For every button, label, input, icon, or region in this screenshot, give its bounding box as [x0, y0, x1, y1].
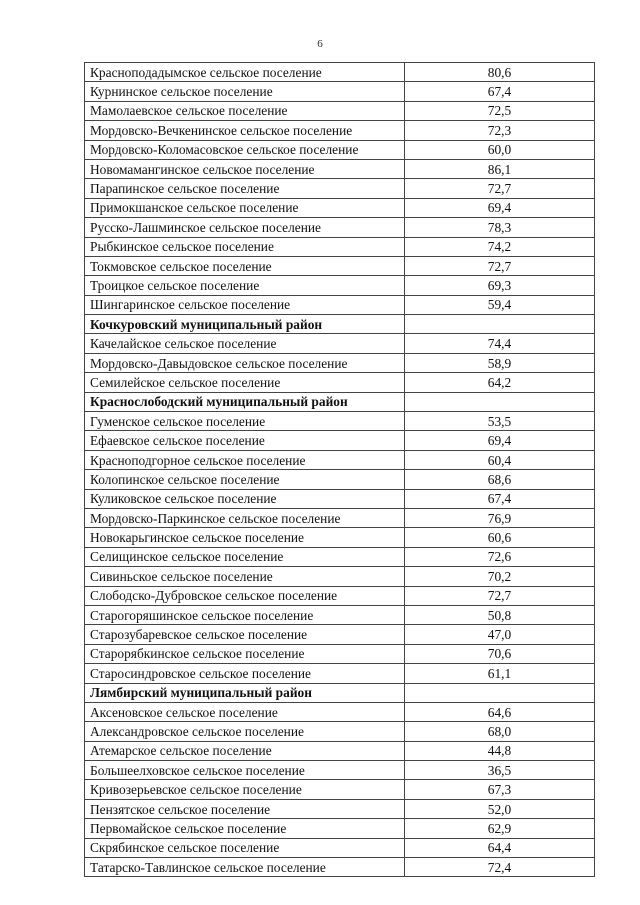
district-name-cell: Лямбирский муниципальный район [85, 683, 405, 702]
table-row [85, 547, 595, 566]
value-cell: 64,6 [405, 702, 595, 721]
settlement-name-cell: Атемарское сельское поселение [85, 741, 405, 760]
settlement-name-cell: Троицкое сельское поселение [85, 276, 405, 295]
settlement-name-cell: Семилейское сельское поселение [85, 373, 405, 392]
value-cell: 76,9 [405, 508, 595, 527]
table-row [85, 431, 595, 450]
value-cell: 60,4 [405, 450, 595, 469]
table-row [85, 82, 595, 101]
value-cell: 68,0 [405, 722, 595, 741]
table-row [85, 605, 595, 624]
value-cell: 50,8 [405, 605, 595, 624]
table-row [85, 567, 595, 586]
table-row [85, 373, 595, 392]
value-cell: 60,6 [405, 528, 595, 547]
settlement-name-cell: Колопинское сельское поселение [85, 470, 405, 489]
settlement-name-cell: Мордовско-Давыдовское сельское поселение [85, 353, 405, 372]
value-cell: 64,4 [405, 838, 595, 857]
table-row [85, 237, 595, 256]
district-name-cell: Краснослободский муниципальный район [85, 392, 405, 411]
settlement-name-cell: Красноподгорное сельское поселение [85, 450, 405, 469]
settlement-name-cell: Гуменское сельское поселение [85, 412, 405, 431]
value-cell: 67,4 [405, 82, 595, 101]
settlement-name-cell: Ефаевское сельское поселение [85, 431, 405, 450]
settlement-name-cell: Курнинское сельское поселение [85, 82, 405, 101]
settlement-name-cell: Селищинское сельское поселение [85, 547, 405, 566]
table-row [85, 722, 595, 741]
settlement-name-cell: Татарско-Тавлинское сельское поселение [85, 858, 405, 877]
settlement-name-cell: Старосиндровское сельское поселение [85, 664, 405, 683]
table-row [85, 625, 595, 644]
table-row [85, 586, 595, 605]
district-heading-row [85, 392, 595, 411]
table-row [85, 741, 595, 760]
table-row [85, 334, 595, 353]
settlement-name-cell: Парапинское сельское поселение [85, 179, 405, 198]
table-row [85, 218, 595, 237]
value-cell: 72,5 [405, 101, 595, 120]
table-body [85, 63, 595, 877]
table-row [85, 276, 595, 295]
value-cell: 70,2 [405, 567, 595, 586]
value-cell: 59,4 [405, 295, 595, 314]
table-row [85, 508, 595, 527]
table-row [85, 179, 595, 198]
settlement-name-cell: Мордовско-Коломасовское сельское поселение [85, 140, 405, 159]
value-cell [405, 315, 595, 334]
value-cell: 53,5 [405, 412, 595, 431]
table-row [85, 450, 595, 469]
value-cell: 74,4 [405, 334, 595, 353]
value-cell: 72,7 [405, 256, 595, 275]
value-cell: 69,3 [405, 276, 595, 295]
value-cell: 67,4 [405, 489, 595, 508]
table-row [85, 63, 595, 82]
table-row [85, 761, 595, 780]
settlement-name-cell: Новомамангинское сельское поселение [85, 159, 405, 178]
settlement-name-cell: Скрябинское сельское поселение [85, 838, 405, 857]
value-cell: 72,7 [405, 179, 595, 198]
settlement-name-cell: Александровское сельское поселение [85, 722, 405, 741]
value-cell: 64,2 [405, 373, 595, 392]
settlement-name-cell: Кривозерьевское сельское поселение [85, 780, 405, 799]
table-row [85, 838, 595, 857]
settlements-table [84, 62, 595, 877]
table-row [85, 412, 595, 431]
settlement-name-cell: Старозубаревское сельское поселение [85, 625, 405, 644]
value-cell: 36,5 [405, 761, 595, 780]
table-row [85, 256, 595, 275]
settlement-name-cell: Аксеновское сельское поселение [85, 702, 405, 721]
value-cell: 44,8 [405, 741, 595, 760]
value-cell: 52,0 [405, 799, 595, 818]
value-cell: 72,7 [405, 586, 595, 605]
settlement-name-cell: Шингаринское сельское поселение [85, 295, 405, 314]
table-row [85, 819, 595, 838]
settlement-name-cell: Старорябкинское сельское поселение [85, 644, 405, 663]
value-cell: 72,6 [405, 547, 595, 566]
table-row [85, 121, 595, 140]
value-cell: 69,4 [405, 431, 595, 450]
table-row [85, 528, 595, 547]
table-row [85, 664, 595, 683]
settlement-name-cell: Токмовское сельское поселение [85, 256, 405, 275]
table-row [85, 780, 595, 799]
table-row [85, 858, 595, 877]
value-cell: 78,3 [405, 218, 595, 237]
table-row [85, 159, 595, 178]
settlement-name-cell: Сивиньское сельское поселение [85, 567, 405, 586]
value-cell: 47,0 [405, 625, 595, 644]
value-cell: 68,6 [405, 470, 595, 489]
value-cell: 58,9 [405, 353, 595, 372]
settlement-name-cell: Качелайское сельское поселение [85, 334, 405, 353]
page-number: 6 [317, 38, 323, 50]
settlement-name-cell: Первомайское сельское поселение [85, 819, 405, 838]
value-cell: 61,1 [405, 664, 595, 683]
table-row [85, 644, 595, 663]
value-cell: 80,6 [405, 63, 595, 82]
value-cell: 74,2 [405, 237, 595, 256]
value-cell: 62,9 [405, 819, 595, 838]
district-heading-row [85, 315, 595, 334]
value-cell: 72,3 [405, 121, 595, 140]
settlement-name-cell: Красноподадымское сельское поселение [85, 63, 405, 82]
table-row [85, 799, 595, 818]
settlement-name-cell: Мамолаевское сельское поселение [85, 101, 405, 120]
value-cell: 70,6 [405, 644, 595, 663]
value-cell: 86,1 [405, 159, 595, 178]
table-row [85, 101, 595, 120]
settlement-name-cell: Большеелховское сельское поселение [85, 761, 405, 780]
table-row [85, 470, 595, 489]
settlement-name-cell: Новокарьгинское сельское поселение [85, 528, 405, 547]
settlement-name-cell: Куликовское сельское поселение [85, 489, 405, 508]
value-cell: 60,0 [405, 140, 595, 159]
settlement-name-cell: Пензятское сельское поселение [85, 799, 405, 818]
settlement-name-cell: Рыбкинское сельское поселение [85, 237, 405, 256]
settlement-name-cell: Старогоряшинское сельское поселение [85, 605, 405, 624]
settlement-name-cell: Русско-Лашминское сельское поселение [85, 218, 405, 237]
settlement-name-cell: Примокшанское сельское поселение [85, 198, 405, 217]
table-row [85, 198, 595, 217]
table-row [85, 353, 595, 372]
value-cell: 72,4 [405, 858, 595, 877]
settlement-name-cell: Мордовско-Паркинское сельское поселение [85, 508, 405, 527]
value-cell [405, 392, 595, 411]
table-row [85, 140, 595, 159]
settlement-name-cell: Мордовско-Вечкенинское сельское поселение [85, 121, 405, 140]
value-cell: 67,3 [405, 780, 595, 799]
district-heading-row [85, 683, 595, 702]
table-row [85, 295, 595, 314]
settlement-name-cell: Слободско-Дубровское сельское поселение [85, 586, 405, 605]
table-row [85, 489, 595, 508]
value-cell: 69,4 [405, 198, 595, 217]
value-cell [405, 683, 595, 702]
district-name-cell: Кочкуровский муниципальный район [85, 315, 405, 334]
table-row [85, 702, 595, 721]
